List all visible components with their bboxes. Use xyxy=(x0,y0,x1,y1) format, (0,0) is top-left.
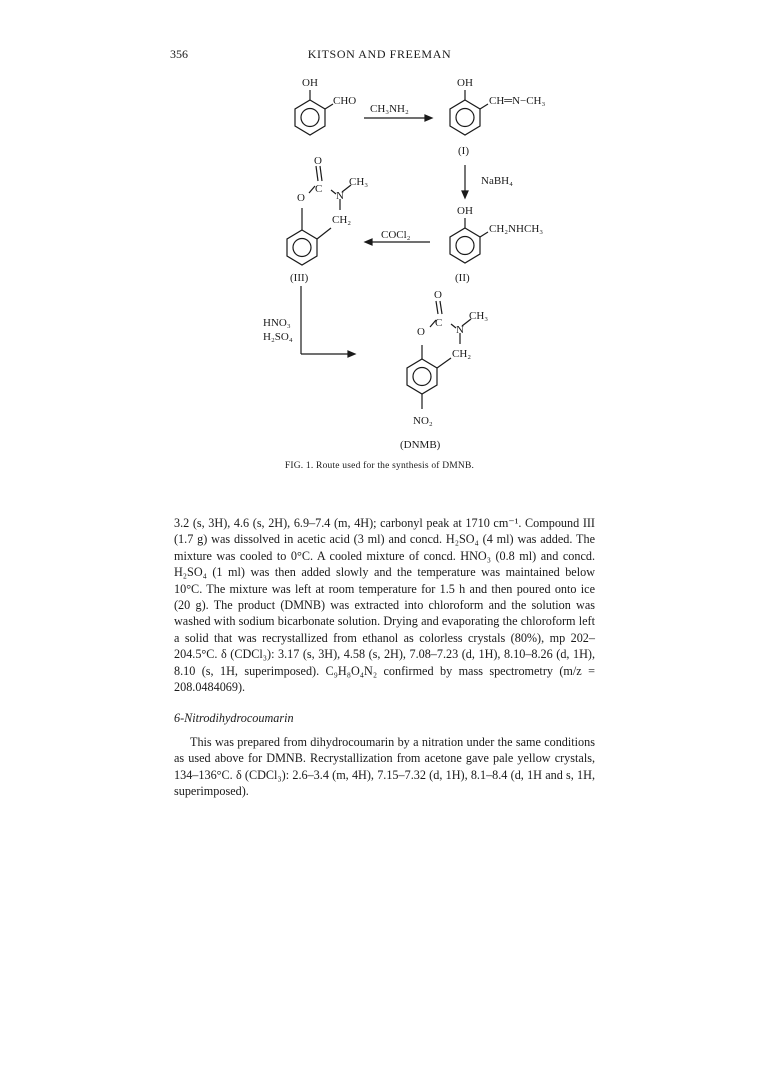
oh-label-salicylaldehyde: OH xyxy=(302,77,318,89)
reagent-nabh4: NaBH₄ xyxy=(481,175,513,187)
carbonyl-o-iii: O xyxy=(314,155,322,167)
cho-label: CHO xyxy=(333,95,357,107)
ring-n-dnmb: N xyxy=(456,324,464,336)
arrowhead-cyclization xyxy=(365,239,372,245)
compound-label-i: (I) xyxy=(458,145,469,157)
nitro-group-label: NO₂ xyxy=(413,415,433,427)
carbonyl-o-dnmb: O xyxy=(434,289,442,301)
methyl-iii: CH₃ xyxy=(349,176,369,188)
running-title: KITSON AND FREEMAN xyxy=(307,47,452,61)
imine-group-label: CH═N−CH₃ xyxy=(489,95,546,107)
compound-label-iii: (III) xyxy=(290,272,309,284)
methyl-dnmb: CH₃ xyxy=(469,310,489,322)
body-paragraph-nitrodihydrocoumarin xyxy=(174,734,595,800)
figure-caption: FIG. 1. Route used for the synthesis of DMNB. xyxy=(284,461,475,471)
section-heading: 6-Nitrodihydrocoumarin xyxy=(174,711,294,725)
methylene-iii: CH₂ xyxy=(332,214,352,226)
arrowhead-nitration xyxy=(348,351,355,357)
running-head xyxy=(0,47,759,63)
methylene-dnmb: CH₂ xyxy=(452,348,472,360)
arrowhead-reduction xyxy=(462,191,468,198)
paragraph-text: This was prepared from dihydrocoumarin by a nitration under the same conditions as used above for DMNB. Recrystallization from acetone gave pale yellow crystals, 134–136°C. δ (CDCl₃): 2.6–3.4 (m, 4H), 7.15–7.32 (d, 1H), 8.1–8.4 (d, 1H and s, 1H, superimposed). xyxy=(174,735,595,799)
benzene-ring-imine xyxy=(450,90,488,135)
reagent-cocl2: COCl₂ xyxy=(381,229,411,241)
synthesis-scheme-figure xyxy=(0,68,759,458)
amine-group-label: CH₂NHCH₃ xyxy=(489,223,544,235)
ring-c-dnmb: C xyxy=(435,317,443,329)
body-paragraph-experimental xyxy=(174,515,595,695)
paragraph-text: 3.2 (s, 3H), 4.6 (s, 2H), 6.9–7.4 (m, 4H); carbonyl peak at 1710 cm⁻¹. Compound III (1.7 g) was dissolved in acetic acid (3 ml) and concd. H₂SO₄ (4 ml) was added. The mixture was cooled to 0°C. A cooled mixture of concd. HNO₃ (0.8 ml) and concd. H₂SO₄ (1 ml) was then added slowly and the temperature was maintained below 10°C. The mixture was left at room temperature for 1.5 h and then poured onto ice (20 g). The product (DMNB) was extracted into chloroform and the solution was washed with sodium bicarbonate solution. Drying and evaporating the chloroform left a solid that was recrystallized from ethanol as colorless crystals (80%), mp 202–204.5°C. δ (CDCl₃): 3.17 (s, 3H), 4.58 (s, 2H), 7.08–7.23 (d, 1H), 8.10–8.26 (d, 1H), 8.10 (s, 1H, superimposed). C₉H₈O₄N₂ confirmed by mass spectrometry (m/z = 208.0484069). xyxy=(174,516,595,695)
ring-n-iii: N xyxy=(336,190,344,202)
page-number: 356 xyxy=(170,47,188,61)
ring-c-iii: C xyxy=(315,183,323,195)
compound-label-dnmb: (DNMB) xyxy=(400,439,441,451)
benzene-ring-amine xyxy=(450,218,488,263)
ring-o-dnmb: O xyxy=(417,326,425,338)
compound-label-ii: (II) xyxy=(455,272,470,284)
reagent-hno3: HNO₃ xyxy=(263,317,291,329)
oh-label-imine: OH xyxy=(457,77,473,89)
benzene-ring-salicylaldehyde xyxy=(295,90,333,135)
ring-o-iii: O xyxy=(297,192,305,204)
oh-label-amine: OH xyxy=(457,205,473,217)
reagent-h2so4: H₂SO₄ xyxy=(263,331,293,343)
arrowhead-imine-formation xyxy=(425,115,432,121)
reagent-methylamine: CH₃NH₂ xyxy=(370,103,409,115)
